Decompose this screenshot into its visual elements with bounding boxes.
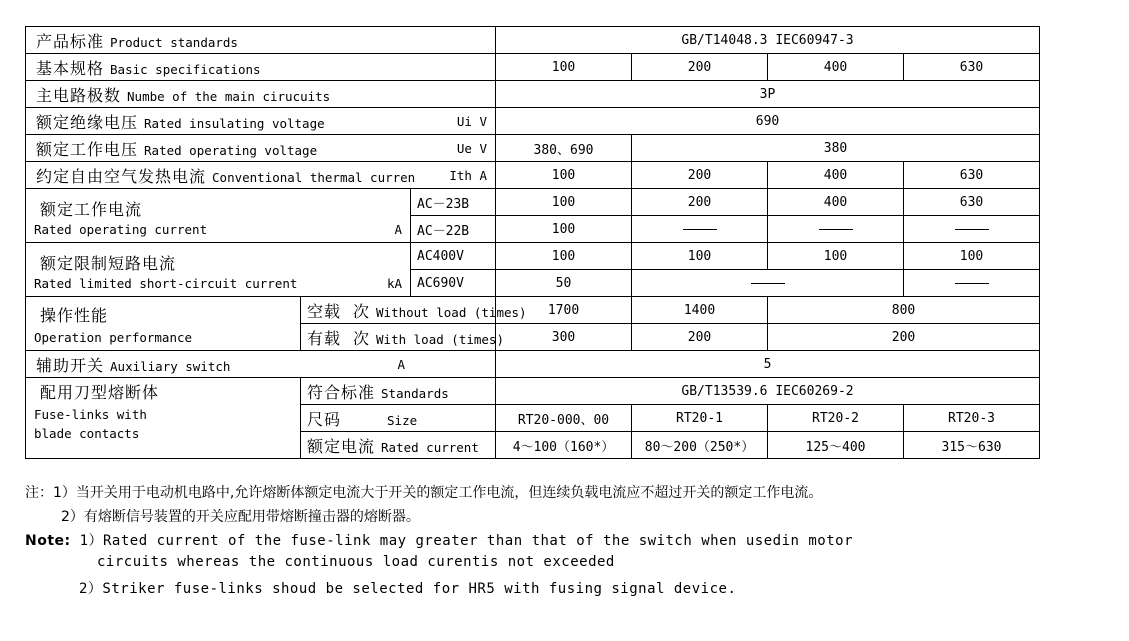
note-zh-1: 注：1）当开关用于电动机电路中,允许熔断体额定电流大于开关的额定工作电流，但连续负载电流应不超过开关的额定工作电流。 <box>25 485 823 501</box>
label-en: With load (times) <box>376 331 504 347</box>
fuse-size-value: RT20-000、00 <box>496 405 632 432</box>
label-en: Conventional thermal curren <box>212 169 416 185</box>
label-zh: 基本规格 <box>36 58 105 78</box>
thermal-value: 400 <box>768 162 904 189</box>
operation-value: 1400 <box>632 297 768 324</box>
unit-label: Ue V <box>456 140 487 156</box>
label-en: Rated current <box>381 439 479 455</box>
unit-label: Ui V <box>456 113 487 129</box>
dash-cell <box>904 216 1040 243</box>
label-zh: 约定自由空气发热电流 <box>36 166 207 186</box>
label-en: Operation performance <box>34 329 193 345</box>
label-zh: 操作性能 <box>40 305 109 325</box>
label-en: Rated insulating voltage <box>144 115 325 131</box>
fuse-size-value: RT20-1 <box>632 405 768 432</box>
thermal-value: 100 <box>496 162 632 189</box>
spec-value: 100 <box>496 54 632 81</box>
current-value: 100 <box>496 216 632 243</box>
not-applicable-dash <box>751 283 785 284</box>
dash-cell <box>768 216 904 243</box>
not-applicable-dash <box>955 283 989 284</box>
unit-label: Ith A <box>449 167 487 183</box>
fuse-current-value: 315～630 <box>904 432 1040 459</box>
fuse-size-value: RT20-2 <box>768 405 904 432</box>
note-zh-2: 2）有熔断信号装置的开关应配用带熔断撞击器的熔断器。 <box>61 509 420 525</box>
not-applicable-dash <box>819 229 853 230</box>
label-zh: 额定工作电压 <box>36 139 139 159</box>
row-auxiliary-switch <box>26 351 1040 378</box>
fuse-current-value: 80～200（250*） <box>632 432 768 459</box>
label-zh: 空载 <box>307 301 342 321</box>
note-en-1b: circuits whereas the continuous load curentis not exceeded <box>97 554 615 570</box>
specification-table <box>25 26 1040 459</box>
spec-value: 200 <box>632 54 768 81</box>
short-circuit-value: 100 <box>768 243 904 270</box>
label-en: Size <box>387 412 418 428</box>
operation-value: 800 <box>768 297 1040 324</box>
row-basic-specifications <box>26 54 1040 81</box>
unit-zh: 次 <box>353 301 371 321</box>
row-fuse-standards <box>26 378 1040 405</box>
notes-section <box>25 482 1115 602</box>
current-value: 200 <box>632 189 768 216</box>
fuse-current-value: 4～100（160*） <box>496 432 632 459</box>
operation-value: 1700 <box>496 297 632 324</box>
row-main-circuits <box>26 81 1040 108</box>
unit-label: A <box>394 221 402 237</box>
standards-value: GB/T14048.3 IEC60947-3 <box>496 27 1040 54</box>
label-en: Numbe of the main cirucuits <box>127 88 331 104</box>
row-short-circuit-ac400v <box>26 243 1040 270</box>
thermal-value: 200 <box>632 162 768 189</box>
spec-value: 400 <box>768 54 904 81</box>
fuse-size-value: RT20-3 <box>904 405 1040 432</box>
row-insulating-voltage <box>26 108 1040 135</box>
dash-cell <box>904 270 1040 297</box>
label-en: Product standards <box>110 34 238 50</box>
label-en: blade contacts <box>34 426 140 441</box>
unit-label: kA <box>386 275 402 291</box>
current-value: 100 <box>496 189 632 216</box>
fuse-standards-value: GB/T13539.6 IEC60269-2 <box>496 378 1040 405</box>
note-en-1 <box>25 530 1115 554</box>
label-en: Basic specifications <box>110 61 261 77</box>
note-label: Note: <box>25 533 71 549</box>
row-operation-without-load <box>26 297 1040 324</box>
operating-voltage-value: 380 <box>632 135 1040 162</box>
label-en: Rated operating voltage <box>144 142 318 158</box>
not-applicable-dash <box>683 229 717 230</box>
auxiliary-value: 5 <box>496 351 1040 378</box>
label-zh: 额定电流 <box>307 436 376 456</box>
label-en: Rated limited short-circuit current <box>34 275 298 291</box>
label-en: Auxiliary switch <box>110 358 231 374</box>
spec-value: 630 <box>904 54 1040 81</box>
label-zh: 额定工作电流 <box>40 199 143 219</box>
short-circuit-value: 100 <box>632 243 768 270</box>
label-zh: 有载 <box>307 328 342 348</box>
dash-cell <box>632 270 904 297</box>
unit-zh: 次 <box>353 328 371 348</box>
label-zh: 产品标准 <box>36 31 105 51</box>
thermal-value: 630 <box>904 162 1040 189</box>
short-circuit-value: 100 <box>496 243 632 270</box>
label-zh: 辅助开关 <box>36 355 105 375</box>
sub-label: AC－23B <box>411 189 496 216</box>
sub-label: AC690V <box>411 270 496 297</box>
label-zh: 配用刀型熔断体 <box>40 383 160 402</box>
operation-value: 200 <box>768 324 1040 351</box>
fuse-current-value: 125～400 <box>768 432 904 459</box>
row-operating-current-ac23b <box>26 189 1040 216</box>
label-en: Fuse-links with <box>34 407 147 422</box>
current-value: 400 <box>768 189 904 216</box>
label-en: Rated operating current <box>34 221 208 237</box>
unit-label: A <box>397 356 405 372</box>
operation-value: 300 <box>496 324 632 351</box>
operation-value: 200 <box>632 324 768 351</box>
row-operating-voltage <box>26 135 1040 162</box>
label-en: Standards <box>381 385 449 401</box>
label-zh: 符合标准 <box>307 382 376 402</box>
row-thermal-current <box>26 162 1040 189</box>
insulating-value: 690 <box>496 108 1040 135</box>
note-en-1-text: 1）Rated current of the fuse-link may greater than that of the switch when usedin motor <box>79 533 854 549</box>
label-zh: 额定限制短路电流 <box>40 253 177 273</box>
row-product-standards <box>26 27 1040 54</box>
not-applicable-dash <box>955 229 989 230</box>
label-zh: 主电路极数 <box>36 85 122 105</box>
short-circuit-value: 50 <box>496 270 632 297</box>
dash-cell <box>632 216 768 243</box>
label-en: Without load (times) <box>376 304 527 320</box>
operating-voltage-value: 380、690 <box>496 135 632 162</box>
sub-label: AC400V <box>411 243 496 270</box>
poles-value: 3P <box>496 81 1040 108</box>
sub-label: AC－22B <box>411 216 496 243</box>
short-circuit-value: 100 <box>904 243 1040 270</box>
note-en-2: 2）Striker fuse-links shoud be selected for HR5 with fusing signal device. <box>79 581 737 597</box>
label-zh: 尺码 <box>307 409 342 429</box>
current-value: 630 <box>904 189 1040 216</box>
label-zh: 额定绝缘电压 <box>36 112 139 132</box>
